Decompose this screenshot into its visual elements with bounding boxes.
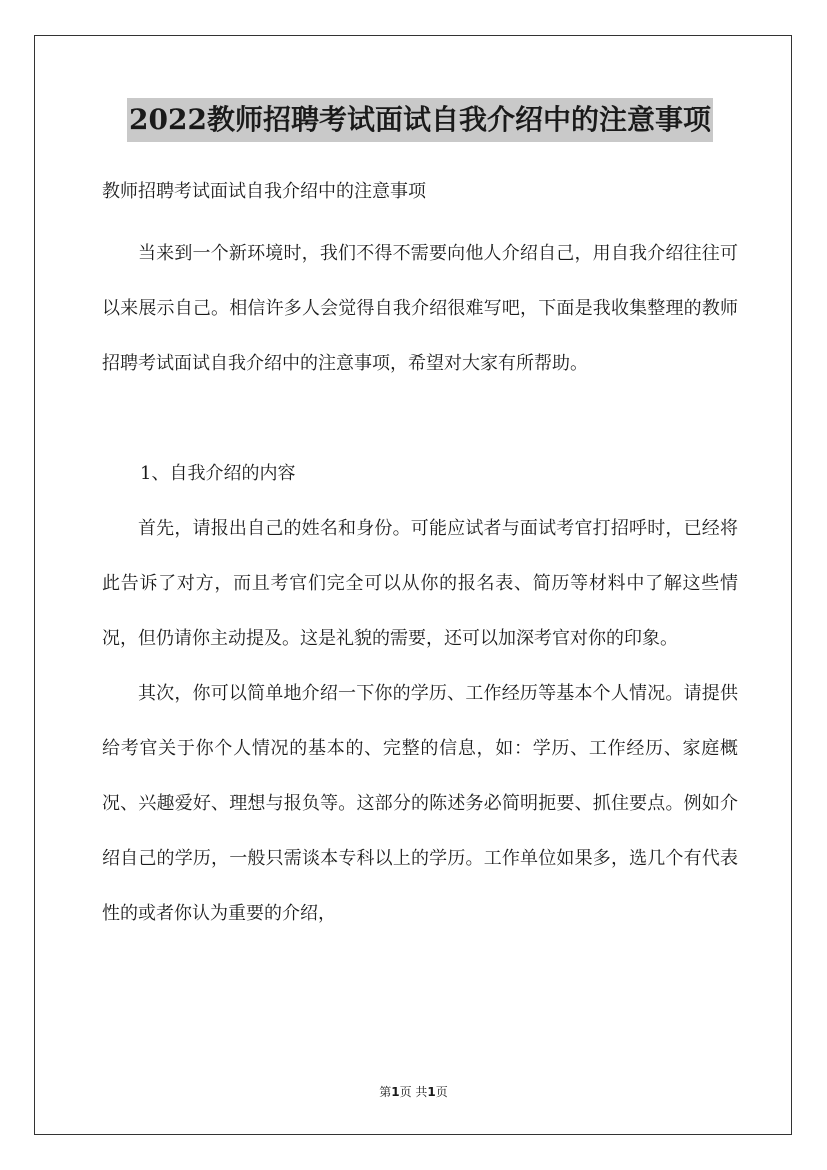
document-title: 2022教师招聘考试面试自我介绍中的注意事项 [127, 98, 713, 142]
page-footer [0, 1084, 827, 1100]
document-body [102, 98, 738, 941]
blank-line [102, 391, 738, 446]
title-container [102, 98, 738, 142]
body-paragraph-1: 首先，请报出自己的姓名和身份。可能应试者与面试考官打招呼时，已经将此告诉了对方，而且考官们完全可以从你的报名表、简历等材料中了解这些情况，但仍请你主动提及。这是礼貌的需要，还可以加深考官对你的印象。 [102, 518, 738, 649]
section-heading: 1、自我介绍的内容 [140, 463, 296, 484]
footer-page-number: 1 [391, 1085, 400, 1099]
footer-prefix: 第 [379, 1085, 392, 1099]
body-paragraph-2: 其次，你可以简单地介绍一下你的学历、工作经历等基本个人情况。请提供给考官关于你个人情况的基本的、完整的信息，如：学历、工作经历、家庭概况、兴趣爱好、理想与报负等。这部分的陈述务必简明扼要、抓住要点。例如介绍自己的学历，一般只需谈本专科以上的学历。工作单位如果多，选几个有代表性的或者你认为重要的介绍， [102, 683, 738, 924]
footer-total-pages: 1 [427, 1085, 436, 1099]
footer-suffix: 页 [435, 1085, 448, 1099]
footer-mid: 页 共 [399, 1085, 428, 1099]
intro-paragraph: 当来到一个新环境时，我们不得不需要向他人介绍自己，用自我介绍往往可以来展示自己。相信许多人会觉得自我介绍很难写吧，下面是我收集整理的教师招聘考试面试自我介绍中的注意事项，希望对大家有所帮助。 [102, 243, 738, 374]
document-subtitle: 教师招聘考试面试自我介绍中的注意事项 [102, 181, 426, 202]
